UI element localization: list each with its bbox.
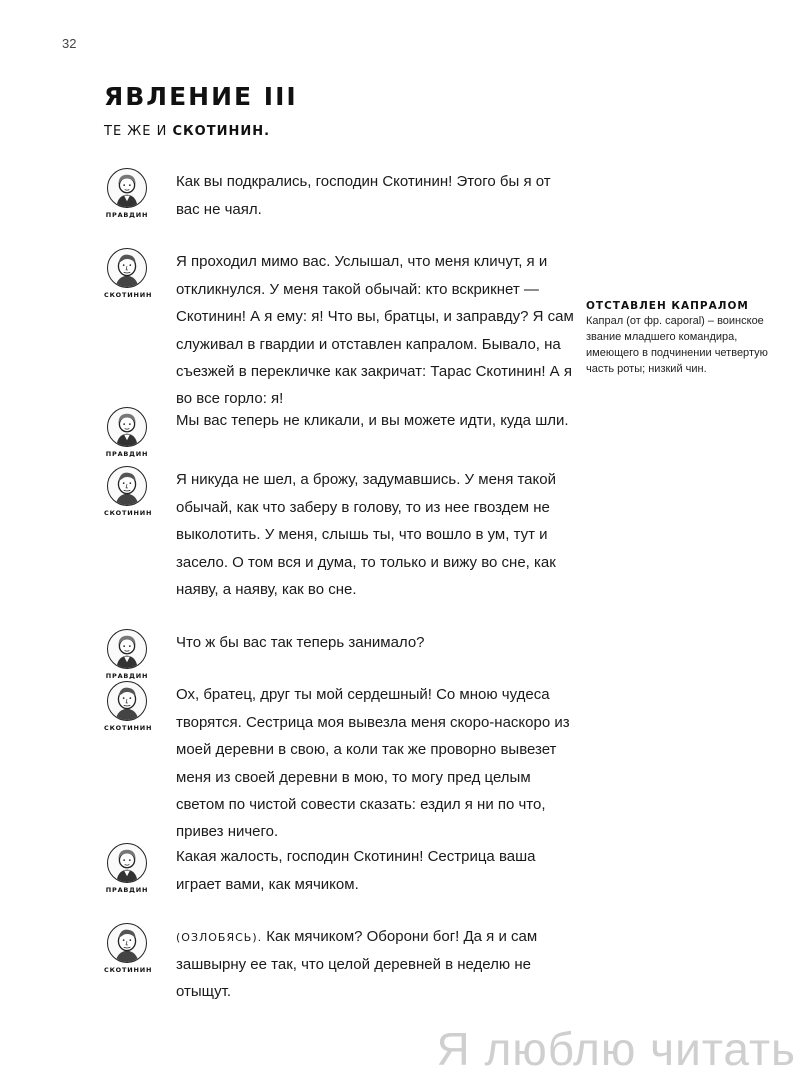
speaker-name: ПРАВДИН (105, 886, 149, 894)
pravdin-portrait-icon (107, 168, 147, 208)
scene-title: ЯВЛЕНИЕ III (104, 82, 298, 111)
speech-line: Как мячиком? Оборони бог! Да я и сам зашвырну ее так, что целой деревней в неделю не отыщут. (176, 928, 538, 1001)
speaker-pravdin (104, 407, 150, 458)
speaker-name: ПРАВДИН (105, 211, 149, 219)
speaker-name: ПРАВДИН (105, 672, 149, 680)
speech-line: Как вы подкрались, господин Скотинин! Этого бы я от вас не чаял. (176, 173, 551, 219)
page-number: 32 (62, 36, 77, 51)
speech-text (176, 466, 576, 603)
speech-line: Мы вас теперь не кликали, и вы можете идти, куда шли. (176, 412, 569, 429)
speech-line: Ох, братец, друг ты мой сердешный! Со мною чудеса творятся. Сестрица моя вывезла меня скоро-наскоро из моей деревни в свою, а коли так же проворно вывезет меня из своей деревни в мою, то могу пред целым светом по чистой совести сказать: ездил я ни по что, привез ничего. (176, 686, 570, 841)
speech-line: Какая жалость, господин Скотинин! Сестрица ваша играет вами, как мячиком. (176, 848, 536, 894)
speaker-skotinin (104, 923, 153, 974)
skotinin-portrait-icon (107, 923, 147, 963)
watermark: Я люблю читать (436, 1023, 796, 1075)
speech-text (176, 168, 576, 223)
speaker-pravdin (104, 843, 150, 894)
speech-text (176, 843, 576, 898)
speech-line: Я никуда не шел, а брожу, задумавшись. У меня такой обычай, как что заберу в голову, то из нее гвоздем не выколотить. У меня, слышь ты, что вошло в ум, тут и засело. О том вся и дума, то только и вижу во сне, как наяву, а наяву, как во сне. (176, 471, 556, 598)
skotinin-portrait-icon (107, 466, 147, 506)
speaker-pravdin (104, 168, 150, 219)
speech-text (176, 923, 576, 1006)
speech-text (176, 629, 576, 657)
pravdin-portrait-icon (107, 843, 147, 883)
margin-note (586, 300, 791, 377)
scene-subtitle (104, 124, 270, 139)
subtitle-name: СКОТИНИН. (172, 124, 271, 139)
speaker-skotinin (104, 681, 153, 732)
stage-direction: (ОЗЛОБЯСЬ). (176, 931, 263, 944)
speaker-skotinin (104, 466, 153, 517)
speaker-name: ПРАВДИН (105, 450, 149, 458)
subtitle-prefix: ТЕ ЖЕ И (104, 124, 173, 139)
speech-text (176, 248, 576, 412)
speaker-name: СКОТИНИН (104, 509, 153, 517)
speaker-pravdin (104, 629, 150, 680)
speaker-name: СКОТИНИН (104, 724, 153, 732)
note-text: Капрал (от фр. caporal) – воинское звание младшего командира, имеющего в подчинении четвертую часть роты; низкий чин. (586, 315, 768, 375)
speaker-name: СКОТИНИН (104, 291, 153, 299)
skotinin-portrait-icon (107, 681, 147, 721)
speech-line: Что ж бы вас так теперь занимало? (176, 634, 425, 651)
pravdin-portrait-icon (107, 407, 147, 447)
speech-text (176, 407, 576, 435)
pravdin-portrait-icon (107, 629, 147, 669)
speech-line: Я проходил мимо вас. Услышал, что меня кличут, я и откликнулся. У меня такой обычай: кто вскрикнет — Скотинин! А я ему: я! Что вы, братцы, и заправду? Я сам служивал в гвардии и отставлен капралом. Бывало, на съезжей в перекличке как закричат: Тарас Скотинин! А я во все горло: я! (176, 253, 574, 408)
speaker-skotinin (104, 248, 153, 299)
speech-text (176, 681, 576, 845)
note-title: ОТСТАВЛЕН КАПРАЛОМ (586, 300, 749, 312)
skotinin-portrait-icon (107, 248, 147, 288)
speaker-name: СКОТИНИН (104, 966, 153, 974)
